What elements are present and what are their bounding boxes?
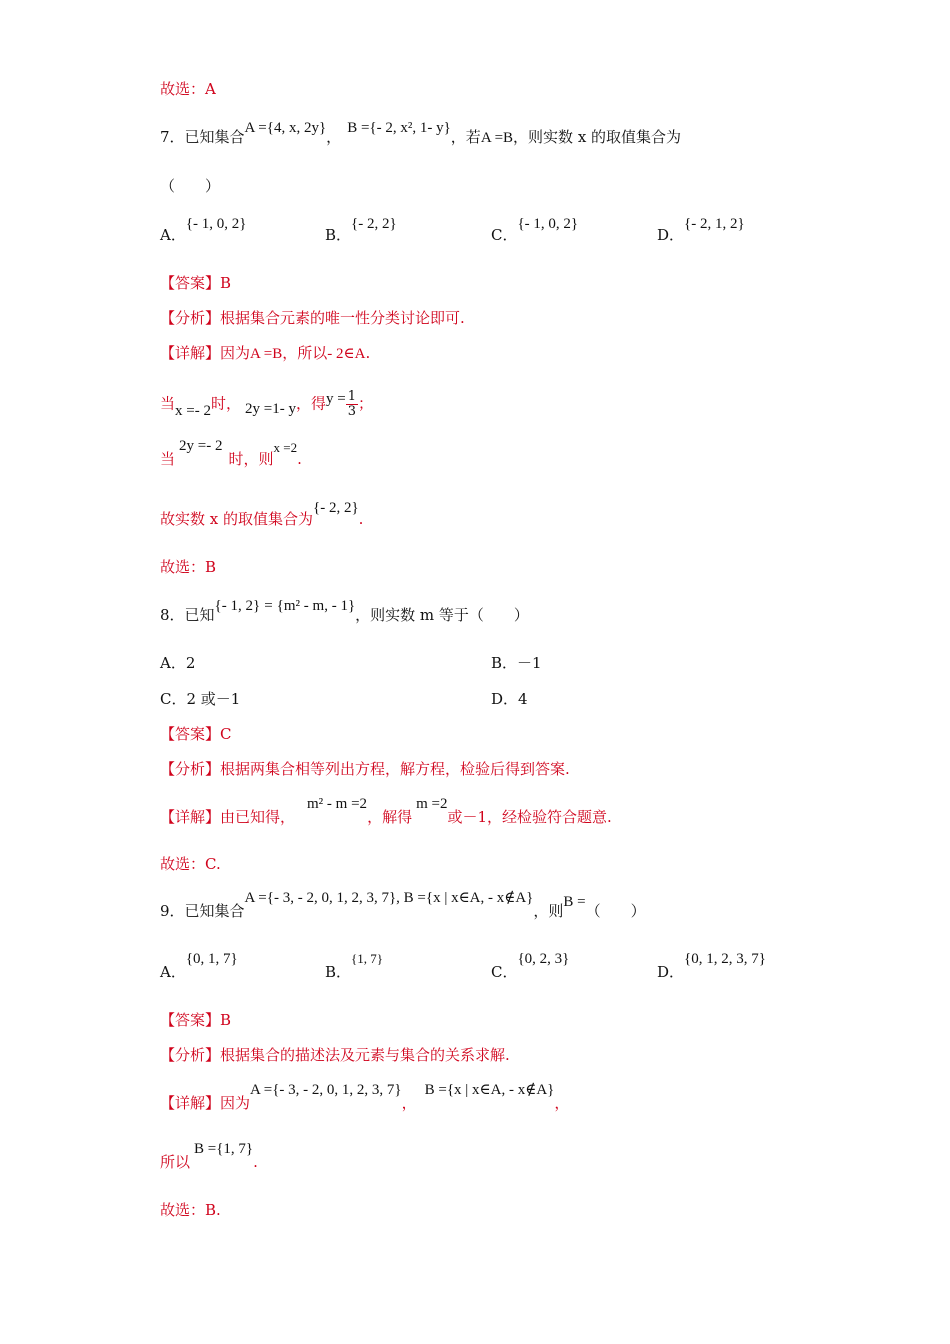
q7-case2-shi: 时，则 (228, 450, 274, 468)
q7-conclusion-set: {- 2, 2} (313, 500, 359, 516)
q8-stem (160, 598, 529, 625)
q9-paren: （ ） (585, 902, 646, 920)
q7-conclusion-text: 故实数 x 的取值集合为 (160, 510, 313, 528)
q7-case1-shi: 时， (210, 394, 241, 413)
q7-option-d (657, 216, 745, 245)
q9-ask: B = (563, 894, 586, 910)
q8-final: 故选：C. (160, 855, 221, 873)
q7-case1-eq: 2y =1- y (245, 400, 296, 417)
q7-case2-when: 当 (160, 450, 176, 468)
q7-answer: 【答案】B (160, 274, 232, 292)
q7-detail-end: . (365, 344, 371, 362)
q7-case1-when: 当 (160, 394, 176, 413)
q8-option-d-value: 4 (518, 690, 528, 708)
q7-option-c-label: C． (491, 226, 518, 244)
q7-case2-eq: 2y =- 2 (179, 438, 223, 454)
q8-detail-end: 或－1，经检验符合题意. (447, 808, 612, 826)
q7-case1-fraction (346, 390, 358, 419)
q7-final: 故选：B (160, 558, 217, 576)
q7-detail-head: 【详解】因为 (160, 344, 251, 362)
q7-option-c-value: {- 1, 0, 2} (517, 216, 579, 232)
q8-option-b (491, 652, 542, 673)
q8-option-c (160, 688, 240, 709)
q9-detail-a: A ={- 3, - 2, 0, 1, 2, 3, 7} (250, 1082, 402, 1098)
q7-option-d-value: {- 2, 1, 2} (684, 216, 745, 232)
q9-option-c-value: {0, 2, 3} (517, 951, 570, 967)
q7-case1 (160, 390, 373, 419)
q7-conclusion-end: . (358, 510, 364, 528)
q7-case1-end: ； (357, 394, 373, 413)
q8-option-b-value: －1 (517, 654, 542, 672)
q7-cond: A =B (480, 130, 514, 146)
q9-stem (160, 890, 646, 921)
q7-case1-num: 1 (347, 389, 356, 404)
q7-case1-de: ，得 (295, 394, 326, 413)
q7-stem-mid: ，若 (450, 128, 481, 146)
q8-detail-eq: m² - m =2 (307, 796, 368, 812)
q6-conclusion: 故选：A (160, 80, 216, 98)
q8-eq: = (264, 598, 273, 614)
q7-option-a-value: {- 1, 0, 2} (185, 216, 247, 232)
q9-option-c-label: C． (491, 963, 518, 981)
q7-option-d-label: D． (657, 226, 685, 244)
q8-analysis: 【分析】根据两集合相等列出方程，解方程，检验后得到答案. (160, 760, 570, 778)
q7-case1-x: x =- 2 (175, 402, 211, 419)
q7-stem (160, 120, 682, 147)
q7-option-a-label: A． (160, 226, 186, 244)
q7-option-b (325, 216, 397, 245)
q7-option-c (491, 216, 579, 245)
q7-detail-mid: ，所以 (282, 344, 328, 362)
q8-detail-head: 【详解】由已知得， (160, 808, 296, 826)
q7-detail-expr: - 2∈A (327, 346, 366, 362)
q8-option-a-value: 2 (185, 654, 196, 672)
q8-option-c-value: 2 或－1 (186, 690, 241, 708)
q8-stem-prefix: 8．已知 (160, 606, 215, 624)
q7-case2-x: x =2 (273, 440, 298, 455)
q7-paren: （ ） (160, 177, 221, 195)
q7-comma: ， (326, 128, 342, 146)
q7-option-a (160, 216, 247, 245)
q7-stem-prefix: 7．已知集合 (160, 128, 245, 146)
q7-detail-cond: A =B (250, 346, 283, 362)
q9-stem-prefix: 9．已知集合 (160, 902, 245, 920)
q9-option-a (160, 951, 238, 982)
q7-set-b: B ={- 2, x², 1- y} (347, 120, 451, 136)
q7-case1-y: y = (325, 390, 346, 407)
q9-detail-head: 【详解】因为 (160, 1094, 251, 1112)
q9-sets: A ={- 3, - 2, 0, 1, 2, 3, 7}, B ={x | x∈A, - x∉A} (244, 890, 534, 906)
q9-option-b (325, 951, 384, 982)
q8-detail-sol: m =2 (416, 796, 448, 812)
q8-set-left: {- 1, 2} (214, 598, 261, 614)
q7-analysis: 【分析】根据集合元素的唯一性分类讨论即可. (160, 309, 465, 327)
q9-option-c (491, 951, 570, 982)
q7-detail (160, 342, 370, 363)
q7-stem-suffix: ，则实数 x 的取值集合为 (513, 128, 682, 146)
q7-case2 (160, 438, 302, 469)
q9-option-d (657, 951, 766, 982)
q9-stem-mid: ，则 (533, 902, 564, 920)
q9-result-end: . (253, 1153, 258, 1171)
q9-analysis: 【分析】根据集合的描述法及元素与集合的关系求解. (160, 1046, 510, 1064)
q9-detail-b: B ={x | x∈A, - x∉A} (424, 1082, 555, 1098)
q9-answer: 【答案】B (160, 1011, 232, 1029)
q9-option-b-label: B． (325, 963, 352, 981)
q9-detail (160, 1082, 570, 1113)
q8-stem-suffix: ，则实数 m 等于（ ） (355, 606, 529, 624)
q8-option-a (160, 652, 195, 673)
q9-result-set: B ={1, 7} (194, 1141, 254, 1157)
q8-option-a-label: A． (160, 654, 186, 672)
q9-result (160, 1141, 258, 1172)
q8-detail (160, 796, 612, 827)
q9-option-a-value: {0, 1, 7} (185, 951, 238, 967)
q8-option-d-label: D． (491, 690, 519, 708)
q7-conclusion (160, 500, 364, 529)
q9-detail-comma: ， (401, 1094, 417, 1112)
q9-option-d-value: {0, 1, 2, 3, 7} (684, 951, 766, 967)
q7-case1-den: 3 (347, 404, 356, 419)
q9-final: 故选：B. (160, 1201, 221, 1219)
q8-option-c-label: C． (160, 690, 187, 708)
q8-option-d (491, 688, 528, 709)
q9-so: 所以 (160, 1153, 191, 1171)
q7-case2-end: . (297, 450, 302, 468)
q9-option-b-value: {1, 7} (351, 951, 384, 966)
q7-option-b-label: B． (325, 226, 352, 244)
q9-option-d-label: D． (657, 963, 685, 981)
q9-option-a-label: A． (160, 963, 186, 981)
q8-answer: 【答案】C (160, 725, 232, 743)
q8-detail-mid: ，解得 (367, 808, 413, 826)
q8-set-right: {m² - m, - 1} (276, 598, 356, 614)
q9-detail-end: ， (554, 1094, 570, 1112)
q8-option-b-label: B． (491, 654, 518, 672)
q7-option-b-value: {- 2, 2} (351, 216, 397, 232)
q7-set-a: A ={4, x, 2y} (244, 120, 327, 136)
